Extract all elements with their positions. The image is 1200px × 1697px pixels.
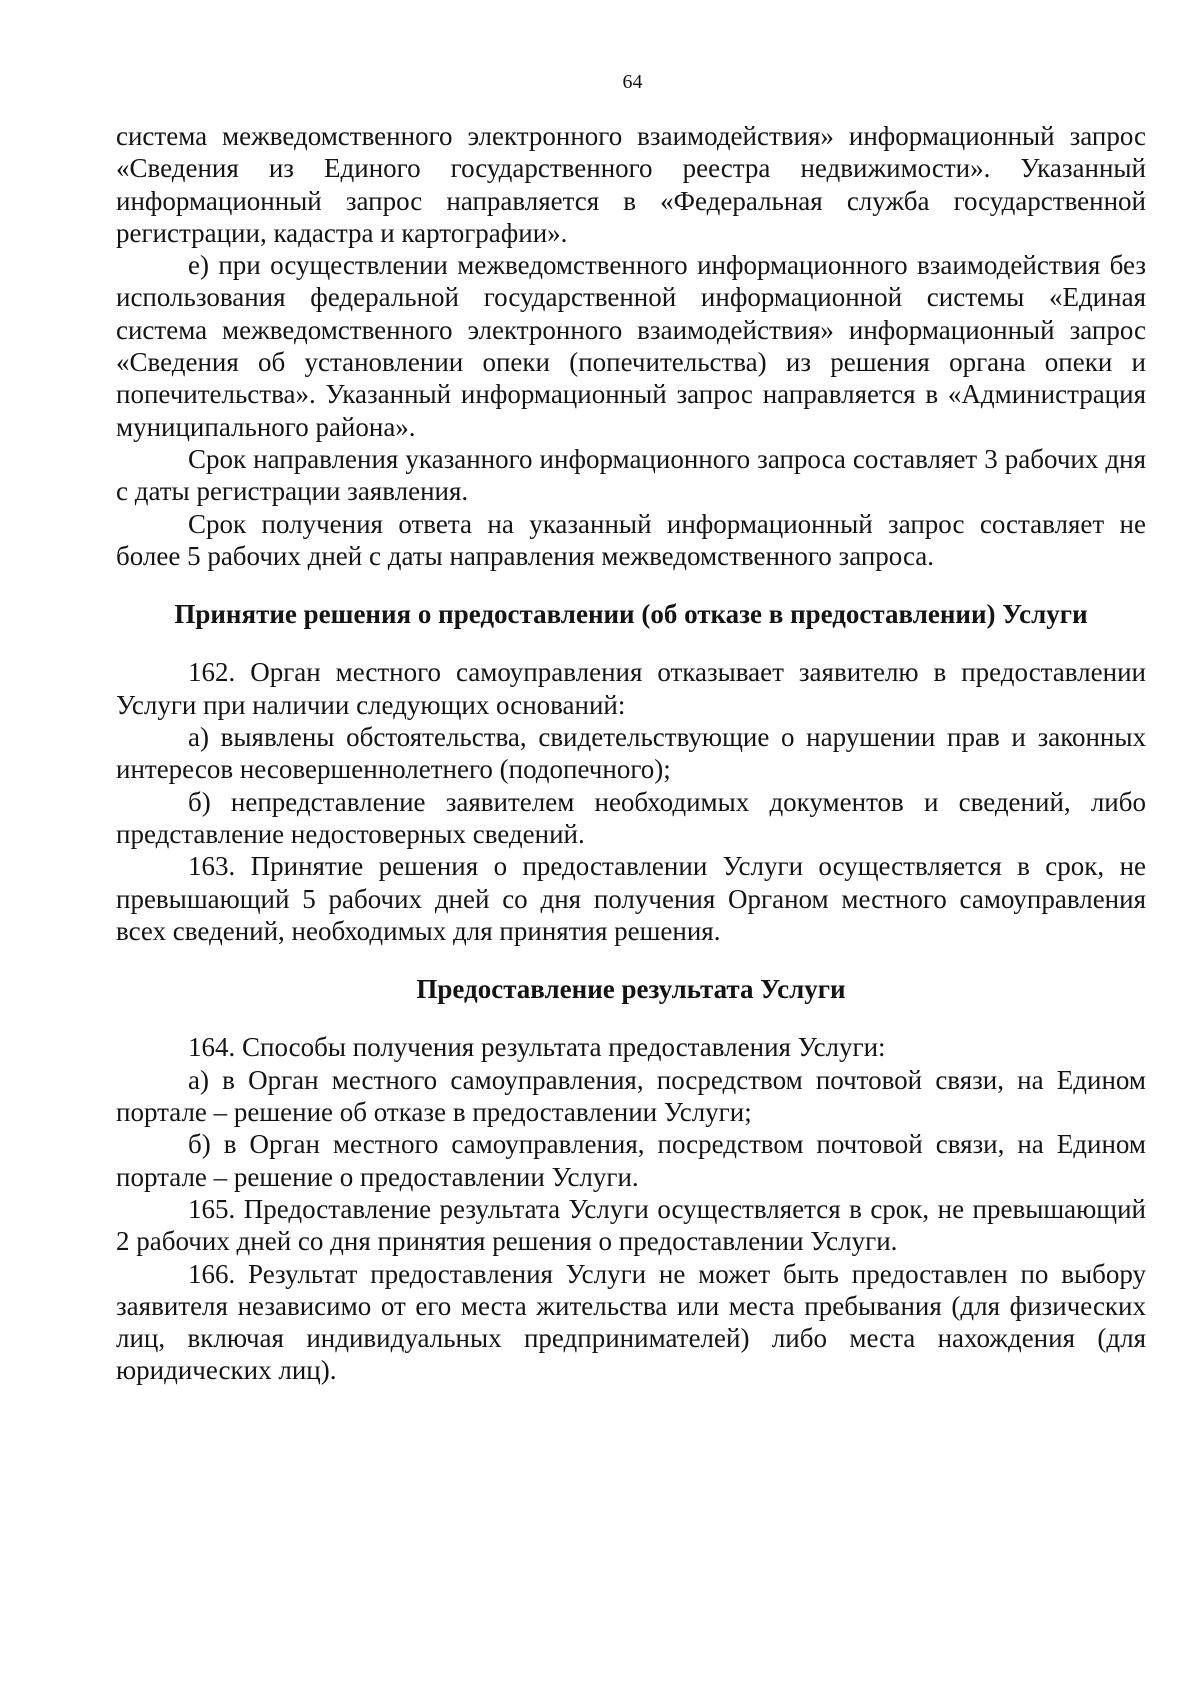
spacer [116, 572, 1146, 598]
spacer [116, 947, 1146, 973]
paragraph-response-deadline: Срок получения ответа на указанный информационный запрос составляет не более 5 рабочих дней с даты направления межведомственного запроса. [116, 508, 1146, 571]
paragraph-162: 162. Орган местного самоуправления отказывает заявителю в предоставлении Услуги при наличии следующих оснований: [116, 657, 1146, 720]
paragraph-item-e: е) при осуществлении межведомственного информационного взаимодействия без использования федеральной государственной информационной системы «Единая система межведомственного электронного взаимодействия» информационный запрос «Сведения об установлении опеки (попечительства) из решения органа опеки и попечительства». Указанный информационный запрос направляется в «Администрация муниципального района». [116, 250, 1146, 442]
paragraph-164-b: б) в Орган местного самоуправления, посредством почтовой связи, на Едином портале – решение о предоставлении Услуги. [116, 1129, 1146, 1192]
paragraph-164: 164. Способы получения результата предоставления Услуги: [188, 1032, 886, 1063]
paragraph-162-a: а) выявлены обстоятельства, свидетельствующие о нарушении прав и законных интересов несовершеннолетнего (подопечного); [116, 722, 1146, 785]
paragraph-request-deadline: Срок направления указанного информационного запроса составляет 3 рабочих дня с даты регистрации заявления. [116, 443, 1146, 507]
paragraph-continuation: система межведомственного электронного взаимодействия» информационный запрос «Сведения из Единого государственного реестра недвижимости». Указанный информационный запрос направляется в «Федеральная служба государственной регистрации, кадастра и картографии». [116, 121, 1146, 248]
paragraph-163: 163. Принятие решения о предоставлении Услуги осуществляется в срок, не превышающий 5 рабочих дней со дня получения Органом местного самоуправления всех сведений, необходимых для принятия решения. [116, 851, 1146, 946]
spacer [116, 630, 1146, 656]
paragraph-164-a: а) в Орган местного самоуправления, посредством почтовой связи, на Едином портале – решение об отказе в предоставлении Услуги; [116, 1064, 1146, 1128]
paragraph-165: 165. Предоставление результата Услуги осуществляется в срок, не превышающий 2 рабочих дней со дня принятия решения о предоставлении Услуги. [116, 1193, 1146, 1257]
page-number: 64 [622, 71, 643, 93]
section-heading-decision: Принятие решения о предоставлении (об отказе в предоставлении) Услуги [174, 599, 1088, 630]
paragraph-162-b: б) непредставление заявителем необходимых документов и сведений, либо представление недостоверных сведений. [116, 786, 1146, 849]
paragraph-166: 166. Результат предоставления Услуги не может быть предоставлен по выбору заявителя независимо от его места жительства или места пребывания (для физических лиц, включая индивидуальных предпринимателей) либо места нахождения (для юридических лиц). [116, 1258, 1146, 1386]
spacer [116, 1005, 1146, 1031]
document-body [116, 120, 1146, 1387]
section-heading-result: Предоставление результата Услуги [416, 974, 846, 1005]
